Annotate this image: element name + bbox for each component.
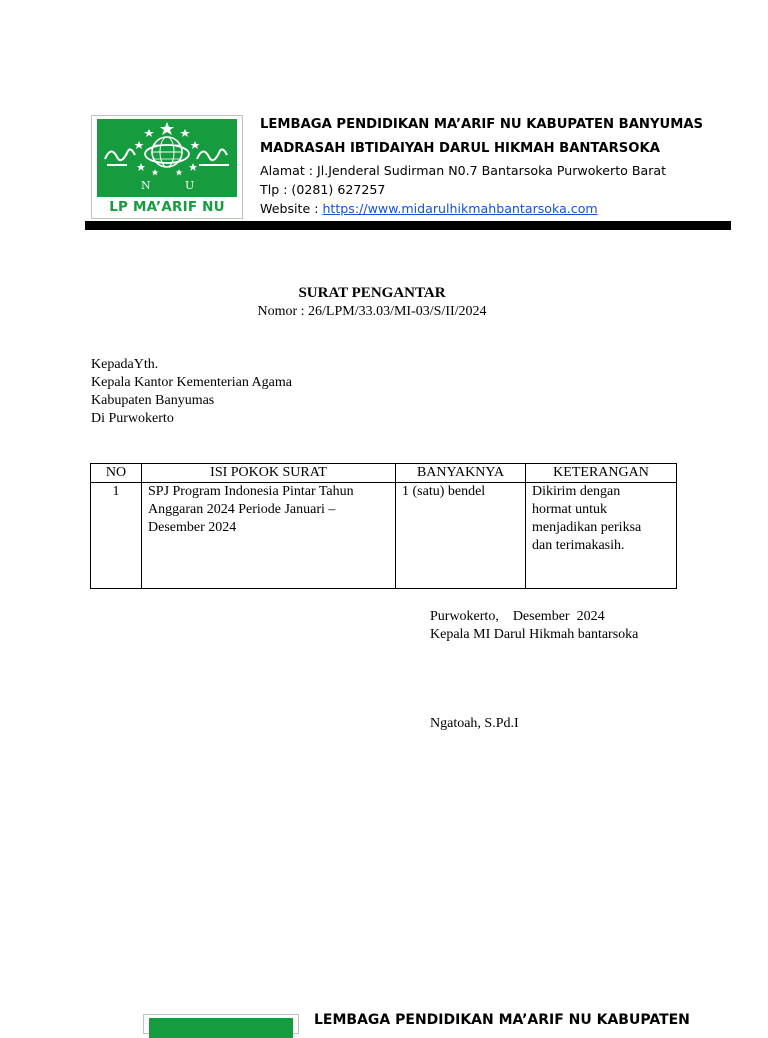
header-no: NO <box>91 464 142 483</box>
recipient-line: Kabupaten Banyumas <box>91 393 215 408</box>
signature-position: Kepala MI Darul Hikmah bantarsoka <box>430 627 639 642</box>
header-banyaknya: BANYAKNYA <box>396 464 526 483</box>
cell-no: 1 <box>91 483 142 589</box>
next-page-logo <box>143 1014 299 1034</box>
signature-place-date: Purwokerto, Desember 2024 <box>430 609 605 624</box>
cell-keterangan-line: menjadikan periksa <box>532 520 642 535</box>
header-keterangan: KETERANGAN <box>526 464 677 483</box>
logo-letter-u: U <box>185 179 195 192</box>
contents-table <box>90 463 677 589</box>
cell-keterangan-line: hormat untuk <box>532 502 608 517</box>
cell-keterangan-line: dan terimakasih. <box>532 538 625 553</box>
institution-name: LEMBAGA PENDIDIKAN MA’ARIF NU KABUPATEN BANYUMAS <box>260 117 704 132</box>
website-link[interactable]: https://www.midarulhikmahbantarsoka.com <box>322 201 598 216</box>
cell-banyaknya: 1 (satu) bendel <box>396 483 526 589</box>
cell-keterangan-line: Dikirim dengan <box>532 484 621 499</box>
table-header-row <box>91 464 677 483</box>
nu-logo <box>91 115 243 219</box>
school-phone: Tlp : (0281) 627257 <box>260 182 386 197</box>
next-page-institution: LEMBAGA PENDIDIKAN MA’ARIF NU KABUPATEN <box>314 1012 690 1028</box>
cell-isi-line: Anggaran 2024 Periode Januari – <box>148 502 336 517</box>
table-row <box>91 483 677 589</box>
letter-title: SURAT PENGANTAR <box>298 285 446 301</box>
logo-emblem <box>97 119 237 197</box>
globe-stars-icon <box>97 119 237 197</box>
cell-isi-line: SPJ Program Indonesia Pintar Tahun <box>148 484 354 499</box>
letter-number: Nomor : 26/LPM/33.03/MI-03/S/II/2024 <box>257 304 487 319</box>
recipient-line: Kepala Kantor Kementerian Agama <box>91 375 292 390</box>
cell-keterangan <box>526 483 677 589</box>
recipient-line: KepadaYth. <box>91 357 159 372</box>
website-label: Website : <box>260 201 323 216</box>
signatory-name: Ngatoah, S.Pd.I <box>430 716 519 731</box>
school-website <box>260 201 598 216</box>
logo-letter-n: N <box>141 179 151 192</box>
recipient-line: Di Purwokerto <box>91 411 174 426</box>
logo-caption: LP MA’ARIF NU <box>109 199 225 215</box>
cell-isi-line: Desember 2024 <box>148 520 237 535</box>
school-name: MADRASAH IBTIDAIYAH DARUL HIKMAH BANTARSOKA <box>260 141 660 156</box>
school-address: Alamat : Jl.Jenderal Sudirman N0.7 Bantarsoka Purwokerto Barat <box>260 163 667 178</box>
cell-isi <box>142 483 396 589</box>
header-isi: ISI POKOK SURAT <box>142 464 396 483</box>
letterhead-divider <box>85 221 731 230</box>
